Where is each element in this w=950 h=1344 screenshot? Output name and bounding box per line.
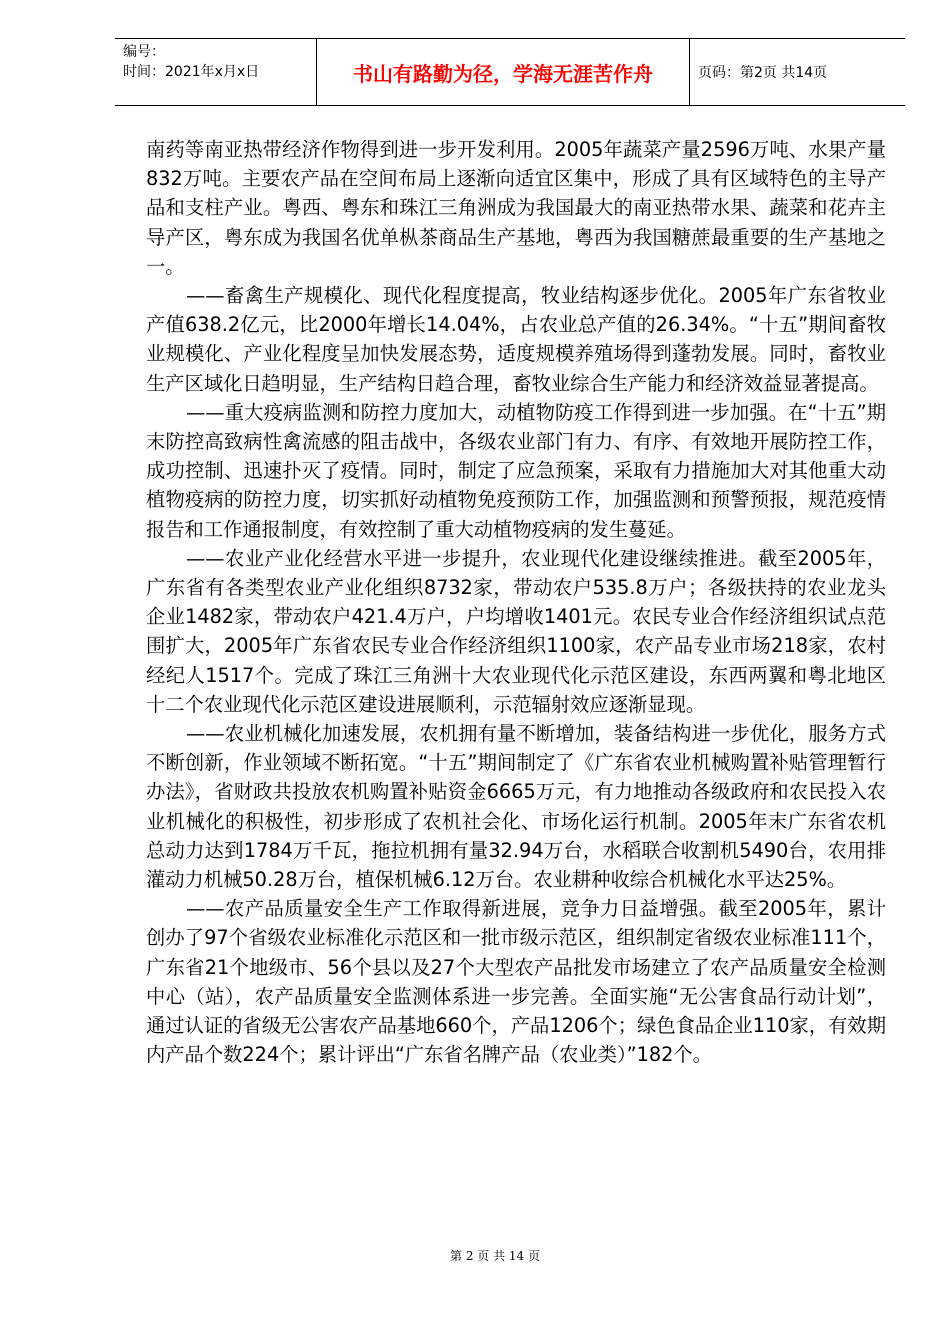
document-time-label: 时间：2021年x月x日 <box>123 64 260 80</box>
paragraph-industrialization: ——农业产业化经营水平进一步提升，农业现代化建设继续推进。截至2005年，广东省有各类型农业产业化组织8732家，带动农户535.8万户；各级扶持的农业龙头企业1482家，带动农户421.4万户，户均增收1401元。农民专业合作经济组织试点范围扩大，2005年广东省农民专业合作经济组织1100家，农产品专业市场218家，农村经纪人1517个。完成了珠江三角洲十大农业现代化示范区建设，东西两翼和粤北地区十二个农业现代化示范区建设进展顺利，示范辐射效应逐渐显现。 <box>146 546 886 716</box>
header-page-label: 页码：第2页 共14页 <box>698 65 828 81</box>
paragraph-quality-safety: ——农产品质量安全生产工作取得新进展，竞争力日益增强。截至2005年，累计创办了97个省级农业标准化示范区和一批市级示范区，组织制定省级农业标准111个，广东省21个地级市、56个县以及27个大型农产品批发市场建立了农产品质量安全检测中心（站），农产品质量安全监测体系进一步完善。全面实施“无公害食品行动计划”，通过认证的省级无公害农产品基地660个，产品1206个；绿色食品企业110家，有效期内产品个数224个；累计评出“广东省名牌产品（农业类）”182个。 <box>146 897 886 1067</box>
paragraph-continuation: 南药等南亚热带经济作物得到进一步开发利用。2005年蔬菜产量2596万吨、水果产量832万吨。主要农产品在空间布局上逐渐向适宜区集中，形成了具有区域特色的主导产品和支柱产业。粤西、粤东和珠江三角洲成为我国最大的南亚热带水果、蔬菜和花卉主导产区，粤东成为我国名优单枞茶商品生产基地，粤西为我国糖蔗最重要的生产基地之一。 <box>146 138 886 278</box>
paragraph-livestock: ——畜禽生产规模化、现代化程度提高，牧业结构逐步优化。2005年广东省牧业产值638.2亿元，比2000年增长14.04%，占农业总产值的26.34%。“十五”期间畜牧业规模化、产业化程度呈加快发展态势，适度规模养殖场得到蓬勃发展。同时，畜牧业生产区域化日趋明显，生产结构日趋合理，畜牧业综合生产能力和经济效益显著提高。 <box>146 284 886 395</box>
paragraph-epidemic-control: ——重大疫病监测和防控力度加大，动植物防疫工作得到进一步加强。在“十五”期末防控高致病性禽流感的阻击战中，各级农业部门有力、有序、有效地开展防控工作，成功控制、迅速扑灭了疫情。同时，制定了应急预案，采取有力措施加大对其他重大动植物疫病的防控力度，切实抓好动植物免疫预防工作，加强监测和预警预报，规范疫情报告和工作通报制度，有效控制了重大动植物疫病的发生蔓延。 <box>146 400 886 541</box>
paragraph-mechanization: ——农业机械化加速发展，农机拥有量不断增加，装备结构进一步优化，服务方式不断创新，作业领域不断拓宽。“十五”期间制定了《广东省农业机械购置补贴管理暂行办法》，省财政共投放农机购置补贴资金6665万元，有力地推动各级政府和农民投入农业机械化的积极性，初步形成了农机社会化、市场化运行机制。2005年末广东省农机总动力达到1784万千瓦，拖拉机拥有量32.94万台，水稻联合收割机5490台，农用排灌动力机械50.28万台，植保机械6.12万台。农业耕种收综合机械化水平达25%。 <box>146 722 886 892</box>
document-body <box>146 135 886 1070</box>
header-motto: 书山有路勤为径，学海无涯苦作舟 <box>316 39 690 105</box>
page-header <box>115 38 905 106</box>
document-number-label: 编号： <box>123 44 165 60</box>
page-footer: 第 2 页 共 14 页 <box>450 1249 540 1263</box>
header-meta <box>115 39 316 105</box>
